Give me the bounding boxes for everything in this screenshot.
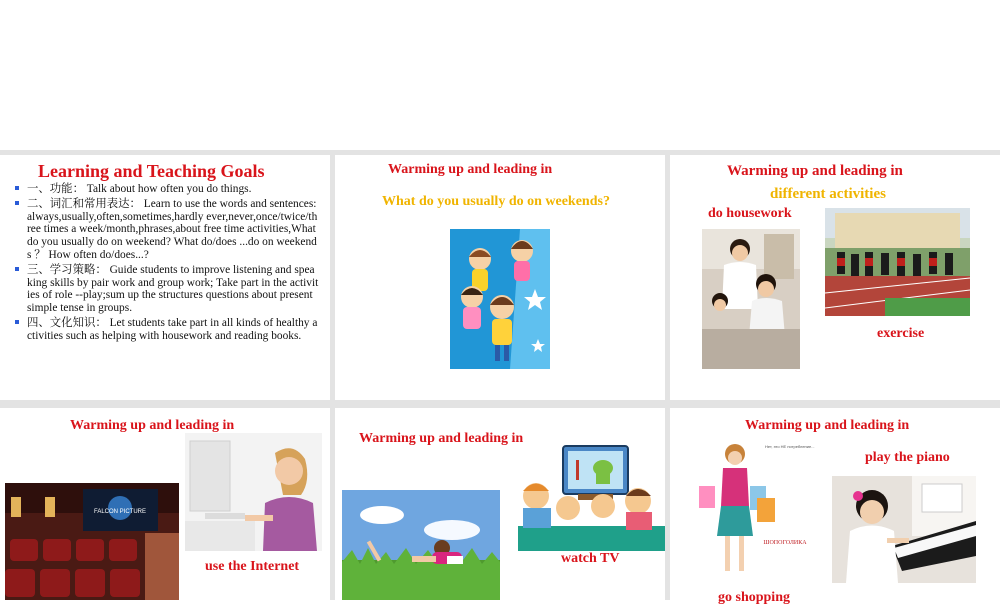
running-exercise-photo — [825, 208, 970, 316]
girl-piano-photo — [832, 476, 976, 583]
slide-heading: Warming up and leading in — [70, 418, 235, 433]
shopaholic-poster-image — [695, 436, 815, 581]
slide-warming-up-piano-shopping[interactable] — [670, 408, 1000, 605]
screen-text: FALCON PICTURE — [93, 509, 147, 515]
girl-reading-grass-photo — [342, 490, 500, 600]
housework-photo — [702, 229, 800, 369]
slide-subheading: different activities — [770, 186, 886, 202]
slide-question: What do you usually do on weekends? — [382, 194, 610, 209]
slide-heading: Warming up and leading in — [727, 163, 903, 179]
label-exercise: exercise — [877, 326, 925, 341]
list-item: 三、学习策略： Guide students to improve listening and speaking skills by pair work and group work; Take part in the activities of role --play;sum up the structures questions about present simple tense in groups. — [14, 264, 319, 315]
label-do-housework: do housework — [708, 206, 792, 221]
slide-heading: Warming up and leading in — [745, 418, 910, 433]
kids-cartoon-image — [450, 229, 550, 369]
family-watching-tv-cartoon — [518, 446, 665, 551]
slide-heading: Warming up and leading in — [359, 431, 524, 446]
slide-heading: Warming up and leading in — [388, 162, 553, 177]
slide-warming-up-internet[interactable] — [0, 408, 330, 600]
svg-text:Нет, это НЕ потребление...: Нет, это НЕ потребление... — [765, 444, 815, 449]
list-item: 二、词汇和常用表达： Learn to use the words and sentences: always,usually,often,sometimes,hardly ever,never,once/twice/three times a week/month,phrases,about free time activities,What do you usually do on weekend? What do/does ...do on weekends ？ How often do/does...? — [14, 198, 319, 262]
poster-title: ШОПОГОЛИКА — [763, 540, 807, 546]
goals-list — [14, 183, 319, 345]
list-item: 一、功能： Talk about how often you do things. — [14, 183, 319, 196]
cinema-photo — [5, 483, 179, 600]
label-use-the-internet: use the Internet — [205, 559, 300, 574]
label-play-the-piano: play the piano — [865, 450, 950, 465]
girl-computer-photo — [185, 433, 322, 551]
list-item: 四、文化知识： Let students take part in all kinds of healthy activities such as helping with housework and reading books. — [14, 317, 319, 343]
slide-warming-up-weekends[interactable] — [335, 155, 665, 400]
slide-learning-goals[interactable] — [0, 155, 330, 400]
slide-title: Learning and Teaching Goals — [38, 161, 265, 181]
slide-warming-up-tv[interactable] — [335, 408, 665, 600]
label-watch-tv: watch TV — [561, 551, 620, 566]
slide-different-activities[interactable] — [670, 155, 1000, 400]
label-go-shopping: go shopping — [718, 590, 790, 605]
